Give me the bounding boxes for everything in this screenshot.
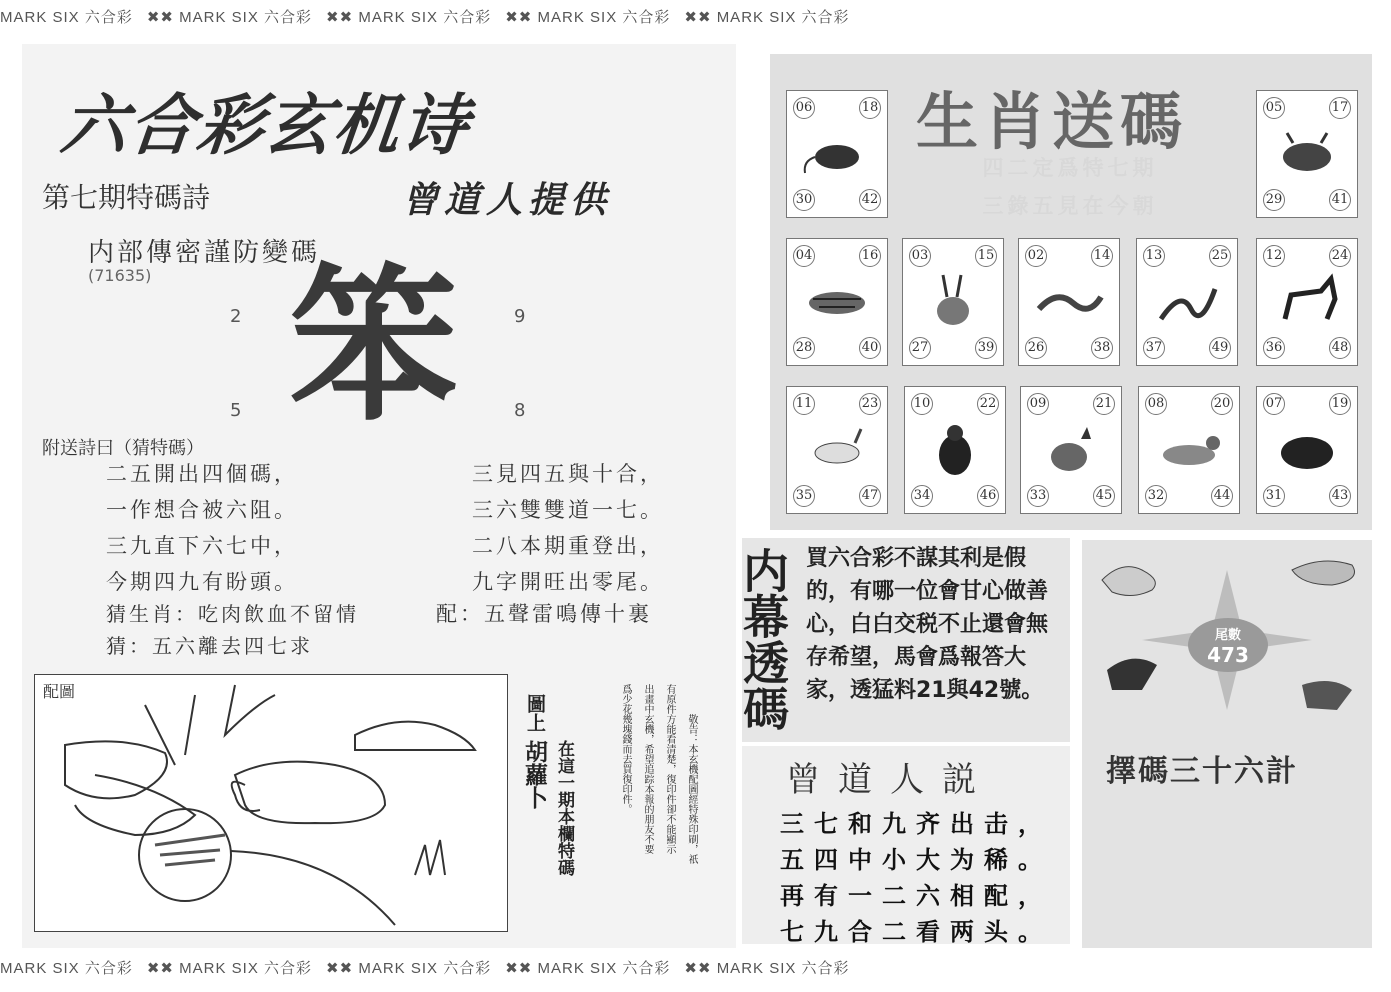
poem-right bbox=[472, 456, 664, 600]
zodiac-number: 31 bbox=[1263, 485, 1285, 507]
says-line: 再有一二六相配， bbox=[780, 881, 1052, 910]
rabbit-icon bbox=[917, 269, 989, 335]
ox-icon bbox=[1271, 121, 1343, 187]
notice-text: 爲少花幾塊錢而去買復印件。 bbox=[620, 684, 631, 814]
zodiac-number: 35 bbox=[793, 485, 815, 507]
zodiac-number: 24 bbox=[1329, 245, 1351, 267]
tail-panel bbox=[1082, 540, 1372, 948]
left-panel bbox=[22, 44, 736, 948]
zodiac-card-rooster bbox=[1020, 386, 1122, 514]
zodiac-number: 20 bbox=[1211, 393, 1233, 415]
zodiac-number: 44 bbox=[1211, 485, 1233, 507]
zodiac-number: 11 bbox=[793, 393, 815, 415]
zodiac-number: 48 bbox=[1329, 337, 1351, 359]
poem-left bbox=[106, 456, 298, 600]
rooster-icon bbox=[1035, 417, 1107, 483]
zodiac-number: 08 bbox=[1145, 393, 1167, 415]
zodiac-number: 43 bbox=[1329, 485, 1351, 507]
horse-icon bbox=[1271, 269, 1343, 335]
zodiac-number: 29 bbox=[1263, 189, 1285, 211]
match-line: 配：五聲雷鳴傳十裏 bbox=[436, 602, 652, 626]
zodiac-number: 18 bbox=[859, 97, 881, 119]
corner-number: 9 bbox=[514, 306, 526, 327]
says-line: 七九合二看两头。 bbox=[780, 917, 1052, 946]
secret-label: 内部傳密謹防變碼 bbox=[88, 238, 321, 268]
page-title: 六合彩玄机诗 bbox=[57, 87, 474, 164]
zodiac-number: 10 bbox=[911, 393, 933, 415]
corner-number: 8 bbox=[514, 400, 526, 421]
zodiac-number: 47 bbox=[859, 485, 881, 507]
zodiac-number: 13 bbox=[1143, 245, 1165, 267]
banner-text: MARK SIX 六合彩 bbox=[537, 9, 671, 26]
zodiac-number: 38 bbox=[1091, 337, 1113, 359]
zodiac-number: 28 bbox=[793, 337, 815, 359]
zodiac-card-snake bbox=[1136, 238, 1238, 366]
top-banner: MARK SIX 六合彩 ✖✖ MARK SIX 六合彩 ✖✖ MARK SIX 六合彩 ✖✖ MARK SIX 六合彩 ✖✖ MARK SIX 六合彩 bbox=[0, 6, 1391, 40]
zodiac-sub: 三錄五見在今朝 bbox=[982, 194, 1158, 218]
dog-icon bbox=[1153, 417, 1225, 483]
snake-icon bbox=[1151, 269, 1223, 335]
zodiac-number: 39 bbox=[975, 337, 997, 359]
tail-title: 擇碼三十六計 bbox=[1106, 754, 1298, 789]
caption-top: 圖上 bbox=[524, 694, 546, 732]
zodiac-number: 06 bbox=[793, 97, 815, 119]
secret-code: (71635) bbox=[88, 266, 152, 285]
zodiac-card-rat bbox=[786, 90, 888, 218]
zodiac-card-horse bbox=[1256, 238, 1358, 366]
bottom-banner: MARK SIX 六合彩 ✖✖ MARK SIX 六合彩 ✖✖ MARK SIX 六合彩 ✖✖ MARK SIX 六合彩 ✖✖ MARK SIX 六合彩 bbox=[0, 957, 1391, 991]
banner-text: MARK SIX 六合彩 bbox=[716, 960, 850, 977]
says-poem bbox=[780, 806, 1052, 950]
tail-badge bbox=[1188, 618, 1268, 672]
picture-box bbox=[34, 674, 508, 932]
zodiac-number: 21 bbox=[1093, 393, 1115, 415]
issue-label: 第七期特碼詩 bbox=[42, 181, 211, 214]
banner-text: MARK SIX 六合彩 bbox=[716, 9, 850, 26]
zodiac-number: 33 bbox=[1027, 485, 1049, 507]
guess-zodiac: 猜生肖：吃肉飲血不留情 bbox=[106, 602, 359, 626]
zodiac-number: 22 bbox=[977, 393, 999, 415]
zodiac-card-dog bbox=[1138, 386, 1240, 514]
zodiac-card-goat bbox=[786, 386, 888, 514]
zodiac-number: 41 bbox=[1329, 189, 1351, 211]
zodiac-number: 49 bbox=[1209, 337, 1231, 359]
corner-number: 5 bbox=[230, 400, 242, 421]
poem-line: 二五開出四個碼， bbox=[106, 462, 298, 486]
poem-line: 九字開旺出零尾。 bbox=[472, 570, 664, 594]
zodiac-card-rabbit bbox=[902, 238, 1004, 366]
zodiac-number: 07 bbox=[1263, 393, 1285, 415]
banner-text: MARK SIX 六合彩 bbox=[537, 960, 671, 977]
zodiac-card-tiger bbox=[786, 238, 888, 366]
zodiac-card-dragon bbox=[1018, 238, 1120, 366]
poem-line: 三見四五與十合， bbox=[472, 462, 664, 486]
dragon-icon bbox=[1033, 269, 1105, 335]
zodiac-number: 25 bbox=[1209, 245, 1231, 267]
poem-line: 三六雙雙道一七。 bbox=[472, 498, 664, 522]
zodiac-card-pig bbox=[1256, 386, 1358, 514]
zodiac-number: 27 bbox=[909, 337, 931, 359]
zodiac-number: 16 bbox=[859, 245, 881, 267]
caption-side: 在這一期本欄特碼 bbox=[554, 740, 574, 876]
zodiac-number: 12 bbox=[1263, 245, 1285, 267]
notice-text: 出畫中玄機，希望追踪本報的朋友不要 bbox=[642, 684, 653, 854]
zodiac-number: 40 bbox=[859, 337, 881, 359]
pig-icon bbox=[1271, 417, 1343, 483]
zodiac-sub: 四二定爲特七期 bbox=[982, 156, 1158, 180]
banner-text: MARK SIX 六合彩 bbox=[358, 9, 492, 26]
tail-badge-value: 473 bbox=[1207, 643, 1249, 667]
zodiac-number: 14 bbox=[1091, 245, 1113, 267]
big-character: 笨 bbox=[290, 248, 458, 444]
monkey-icon bbox=[919, 417, 991, 483]
zodiac-number: 45 bbox=[1093, 485, 1115, 507]
banner-text: MARK SIX 六合彩 bbox=[0, 960, 133, 977]
zodiac-number: 36 bbox=[1263, 337, 1285, 359]
poem-heading: 附送詩曰（猜特碼） bbox=[42, 438, 204, 459]
zodiac-number: 30 bbox=[793, 189, 815, 211]
poem-line: 二八本期重登出， bbox=[472, 534, 664, 558]
guess-line: 猜：五六離去四七求 bbox=[106, 634, 313, 658]
poem-line: 三九直下六七中， bbox=[106, 534, 298, 558]
corner-number: 2 bbox=[230, 306, 242, 327]
caption-main: 胡蘿卜 bbox=[521, 740, 548, 809]
banner-text: MARK SIX 六合彩 bbox=[0, 9, 133, 26]
zodiac-number: 37 bbox=[1143, 337, 1165, 359]
zodiac-number: 42 bbox=[859, 189, 881, 211]
notice-text: 敬告：本玄機配圖經特殊印刷，祇 bbox=[686, 714, 697, 864]
zodiac-title: 生肖送碼 bbox=[916, 85, 1189, 158]
zodiac-number: 15 bbox=[975, 245, 997, 267]
zodiac-number: 04 bbox=[793, 245, 815, 267]
zodiac-number: 23 bbox=[859, 393, 881, 415]
rabbit-sketch-icon bbox=[35, 675, 507, 931]
says-panel bbox=[742, 746, 1070, 944]
inside-body: 買六合彩不謀其利是假的，有哪一位會甘心做善心，白白交税不止還會無存希望，馬會爲報答大家，透猛料21與42號。 bbox=[806, 546, 1049, 703]
tiger-icon bbox=[801, 269, 873, 335]
picture-label: 配圖 bbox=[43, 682, 76, 701]
banner-text: MARK SIX 六合彩 bbox=[358, 960, 492, 977]
zodiac-number: 26 bbox=[1025, 337, 1047, 359]
zodiac-number: 19 bbox=[1329, 393, 1351, 415]
zodiac-card-ox bbox=[1256, 90, 1358, 218]
banner-text: MARK SIX 六合彩 bbox=[179, 960, 313, 977]
banner-text: MARK SIX 六合彩 bbox=[179, 9, 313, 26]
zodiac-number: 02 bbox=[1025, 245, 1047, 267]
says-line: 三七和九齐出击， bbox=[780, 809, 1052, 838]
says-heading: 曾道人説 bbox=[786, 760, 994, 800]
zodiac-number: 03 bbox=[909, 245, 931, 267]
zodiac-number: 34 bbox=[911, 485, 933, 507]
tail-badge-label: 尾數 bbox=[1214, 628, 1241, 643]
zodiac-number: 46 bbox=[977, 485, 999, 507]
says-line: 五四中小大为稀。 bbox=[780, 845, 1052, 874]
poem-line: 一作想合被六阻。 bbox=[106, 498, 298, 522]
zodiac-number: 05 bbox=[1263, 97, 1285, 119]
zodiac-card-monkey bbox=[904, 386, 1006, 514]
zodiac-number: 09 bbox=[1027, 393, 1049, 415]
rat-icon bbox=[801, 121, 873, 187]
zodiac-number: 32 bbox=[1145, 485, 1167, 507]
goat-icon bbox=[801, 417, 873, 483]
poem-line: 今期四九有盼頭。 bbox=[106, 570, 298, 594]
zodiac-number: 17 bbox=[1329, 97, 1351, 119]
provider-label: 曾道人提供 bbox=[402, 180, 613, 221]
inside-heading: 内幕透碼 bbox=[736, 547, 790, 731]
notice-text: 有原件方能看清楚，復印件卻不能顯示 bbox=[664, 684, 675, 854]
